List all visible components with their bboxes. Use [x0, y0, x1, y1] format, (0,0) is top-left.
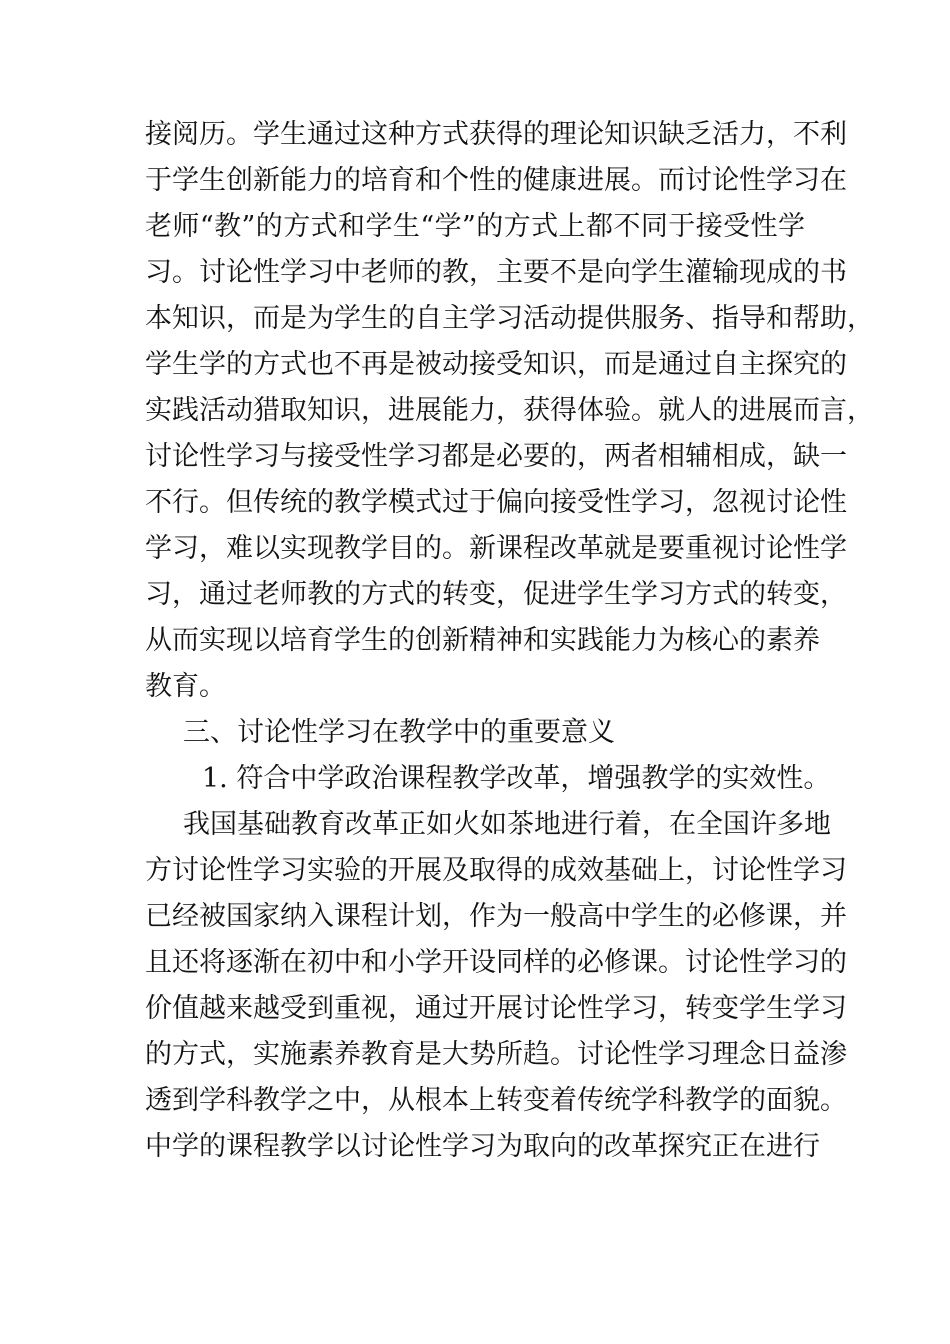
- paragraph-line: 从而实现以培育学生的创新精神和实践能力为核心的素养: [145, 625, 820, 656]
- paragraph-line: 学习，难以实现教学目的。新课程改革就是要重视讨论性学: [145, 533, 847, 564]
- paragraph-line: 老师“教”的方式和学生“学”的方式上都不同于接受性学: [145, 211, 805, 242]
- paragraph-line: 已经被国家纳入课程计划，作为一般高中学生的必修课，并: [145, 901, 847, 932]
- paragraph-line: 讨论性学习与接受性学习都是必要的，两者相辅相成，缺一: [145, 441, 847, 472]
- paragraph-line: 不行。但传统的教学模式过于偏向接受性学习，忽视讨论性: [145, 487, 847, 518]
- paragraph-line: 习。讨论性学习中老师的教，主要不是向学生灌输现成的书: [145, 257, 847, 288]
- paragraph-line: 且还将逐渐在初中和小学开设同样的必修课。讨论性学习的: [145, 947, 847, 978]
- paragraph-line: 于学生创新能力的培育和个性的健康进展。而讨论性学习在: [145, 165, 847, 196]
- paragraph-line: 实践活动猎取知识，进展能力，获得体验。就人的进展而言，: [145, 395, 874, 426]
- paragraph-line: 教育。: [145, 671, 226, 702]
- paragraph-line: 方讨论性学习实验的开展及取得的成效基础上，讨论性学习: [145, 855, 847, 886]
- paragraph-line: 价值越来越受到重视，通过开展讨论性学习，转变学生学习: [145, 993, 847, 1024]
- subsection-heading: 1. 符合中学政治课程教学改革，增强教学的实效性。: [202, 763, 831, 794]
- paragraph-line: 透到学科教学之中，从根本上转变着传统学科教学的面貌。: [145, 1085, 847, 1116]
- paragraph-line: 的方式，实施素养教育是大势所趋。讨论性学习理念日益渗: [145, 1039, 847, 1070]
- paragraph-line: 接阅历。学生通过这种方式获得的理论知识缺乏活力，不利: [145, 119, 847, 150]
- paragraph-line: 本知识，而是为学生的自主学习活动提供服务、指导和帮助，: [145, 303, 874, 334]
- paragraph-line: 我国基础教育改革正如火如茶地进行着，在全国许多地: [183, 809, 831, 840]
- section-heading: 三、讨论性学习在教学中的重要意义: [183, 717, 615, 748]
- paragraph-line: 学生学的方式也不再是被动接受知识，而是通过自主探究的: [145, 349, 847, 380]
- paragraph-line: 习，通过老师教的方式的转变，促进学生学习方式的转变，: [145, 579, 847, 610]
- paragraph-line: 中学的课程教学以讨论性学习为取向的改革探究正在进行: [145, 1131, 820, 1162]
